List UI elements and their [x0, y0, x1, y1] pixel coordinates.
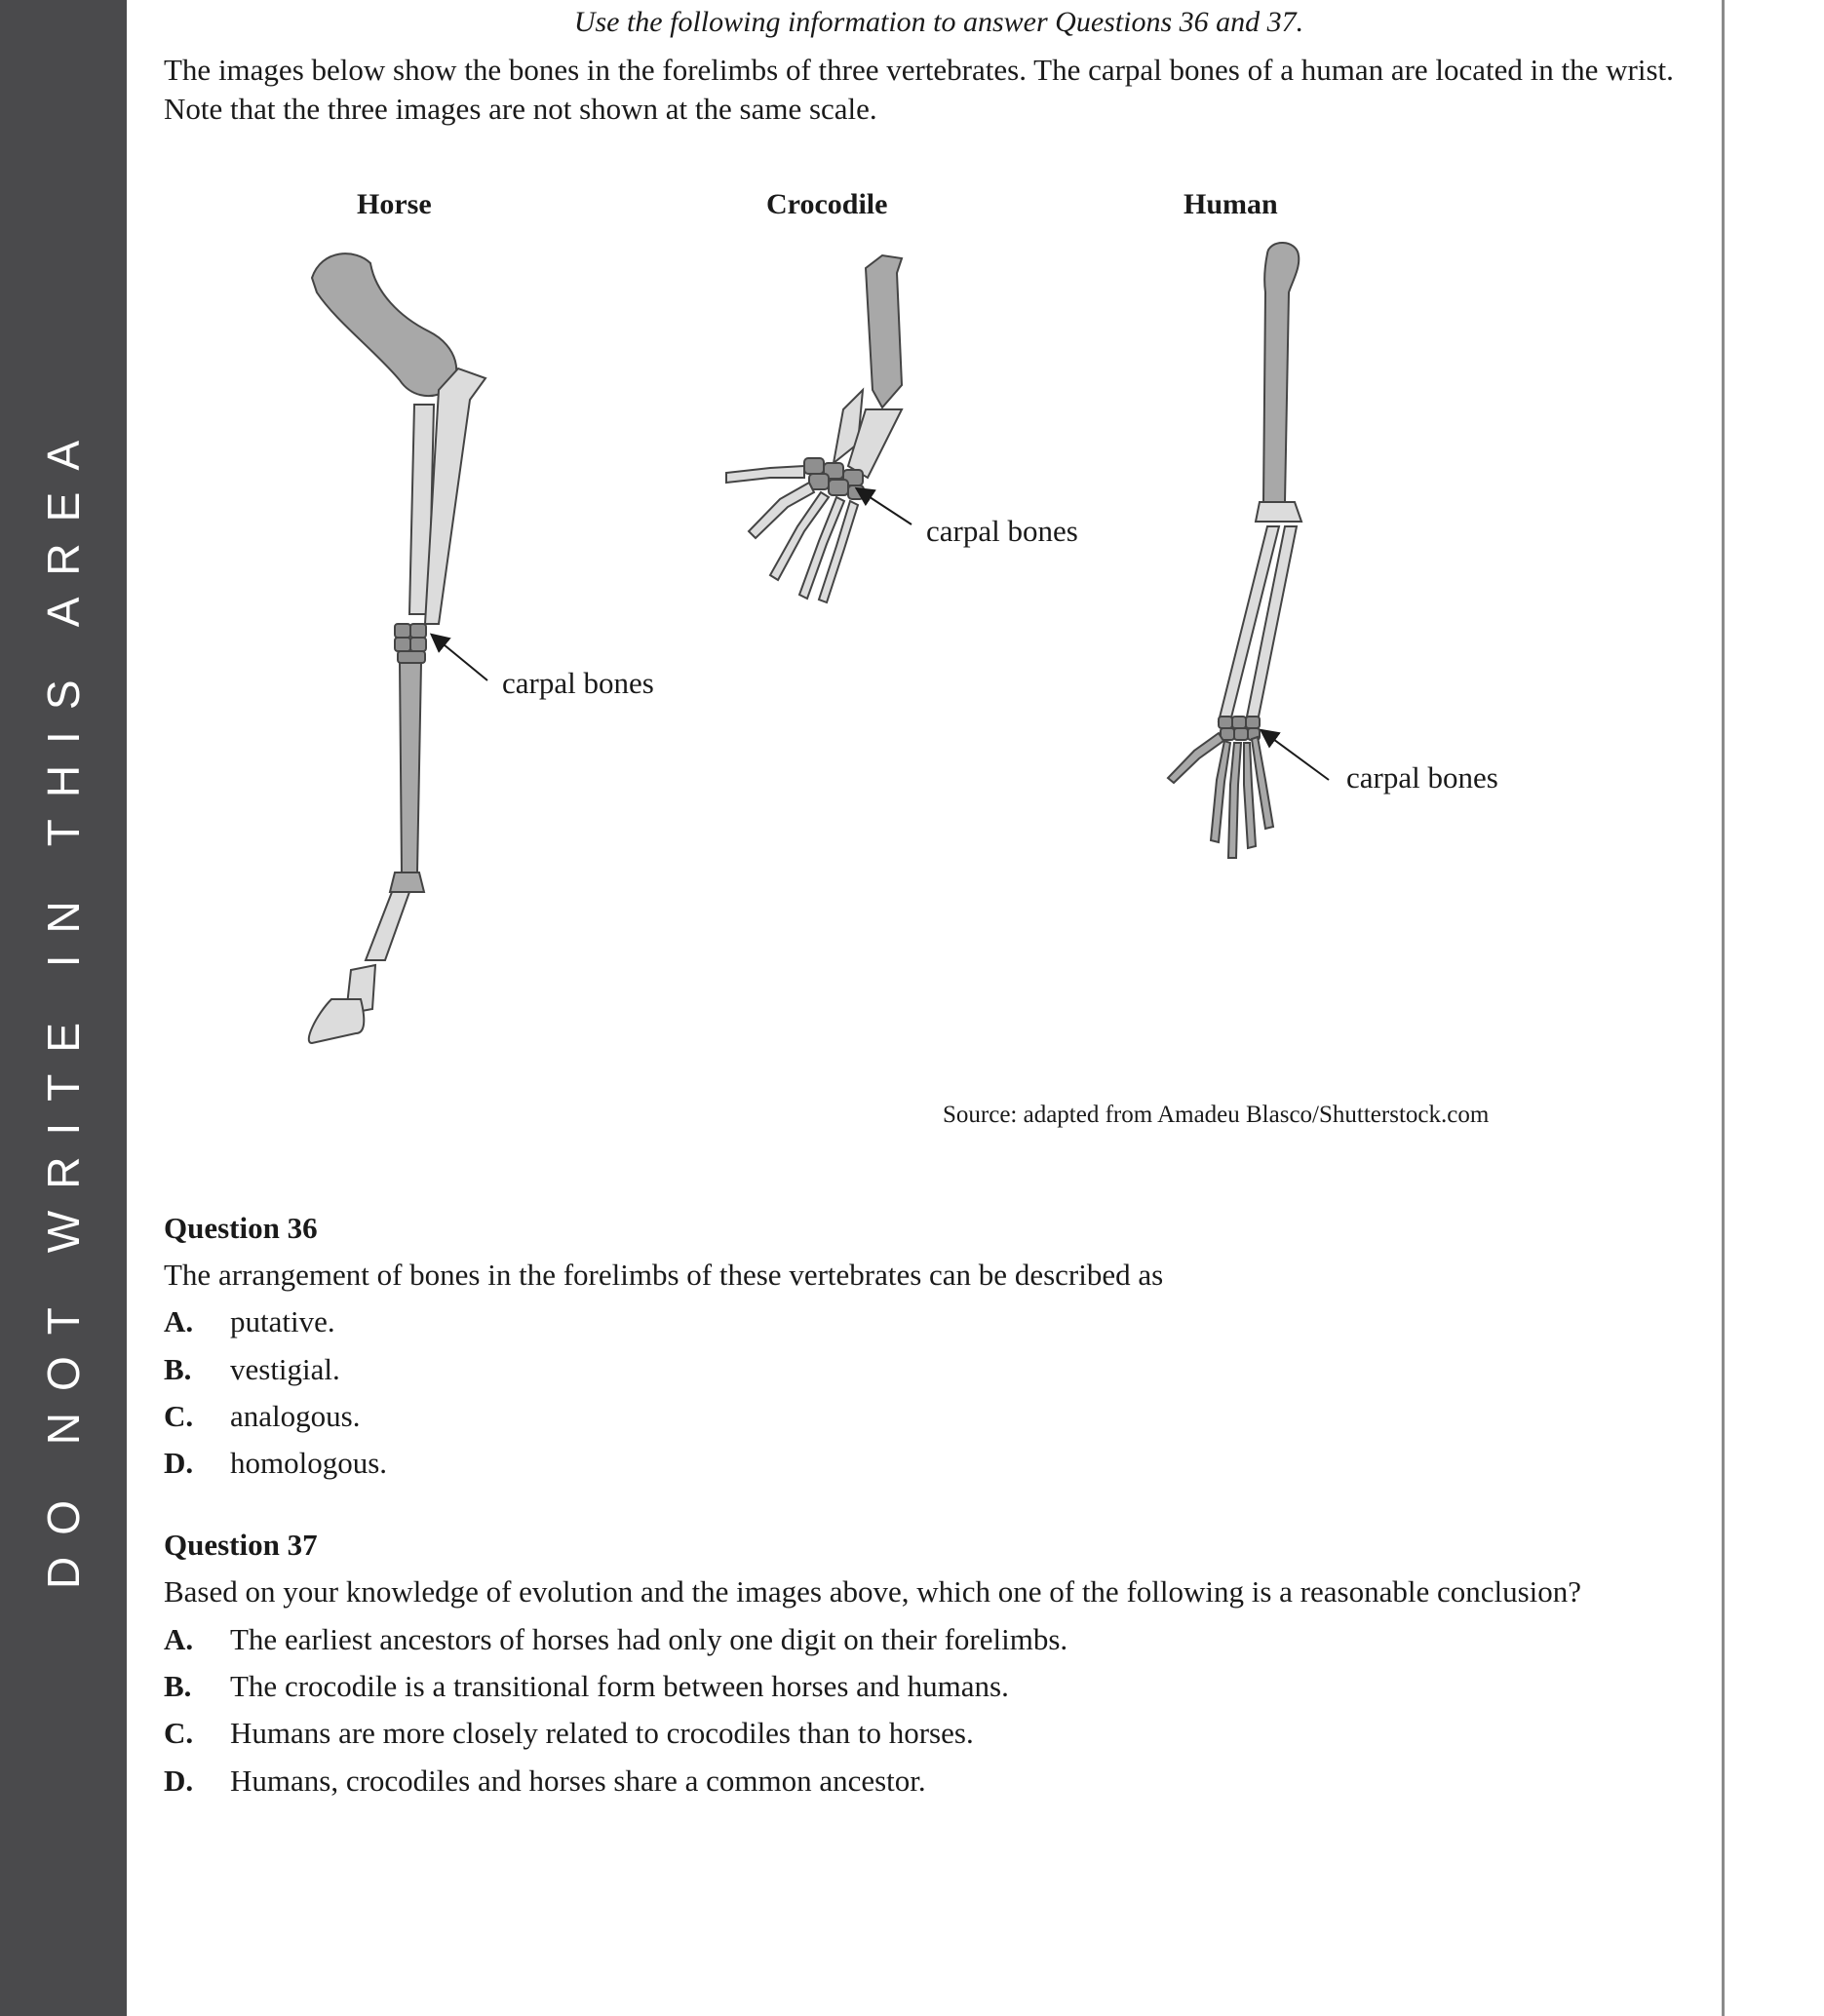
crocodile-carpal-label: carpal bones [926, 514, 1078, 548]
question-36-title: Question 36 [164, 1211, 318, 1245]
option-text: vestigial. [230, 1352, 340, 1386]
do-not-write-notice: DO NOT WRITE IN THIS AREA [38, 418, 89, 1590]
question-36-option-d[interactable] [164, 1446, 387, 1481]
stimulus-text: The images below show the bones in the forelimbs of three vertebrates. The carpal bones of a human are located in the wrist. Note that the three images are not shown at the same scale. [164, 53, 1674, 126]
horse-forelimb-illustration [309, 253, 485, 1043]
option-letter: B. [164, 1669, 192, 1703]
option-letter: B. [164, 1352, 192, 1386]
option-letter: C. [164, 1716, 194, 1750]
option-letter: C. [164, 1399, 194, 1433]
human-label: Human [1184, 188, 1278, 220]
option-text: The earliest ancestors of horses had only one digit on their forelimbs. [230, 1622, 1068, 1656]
question-37-option-d[interactable] [164, 1764, 926, 1799]
option-letter: D. [164, 1446, 194, 1480]
intro-instruction: Use the following information to answer Questions 36 and 37. [573, 6, 1304, 38]
horse-carpal-label: carpal bones [502, 666, 654, 700]
question-36-option-a[interactable] [164, 1304, 335, 1339]
option-text: putative. [230, 1304, 335, 1338]
horse-carpal-arrow [433, 636, 487, 680]
question-37-title: Question 37 [164, 1528, 318, 1562]
figure-source: Source: adapted from Amadeu Blasco/Shutterstock.com [943, 1102, 1490, 1128]
option-letter: D. [164, 1764, 194, 1798]
human-forelimb-illustration [1168, 243, 1301, 858]
horse-label: Horse [357, 188, 432, 220]
option-text: Humans are more closely related to crocodiles than to horses. [230, 1716, 974, 1750]
option-text: Humans, crocodiles and horses share a common ancestor. [230, 1764, 926, 1798]
question-37-option-b[interactable] [164, 1669, 1009, 1704]
question-37-text: Based on your knowledge of evolution and the images above, which one of the following is a reasonable conclusion? [164, 1574, 1582, 1609]
horse-carpal-bones [395, 624, 426, 663]
question-36-option-c[interactable] [164, 1399, 360, 1434]
question-36-option-b[interactable] [164, 1352, 340, 1387]
crocodile-forelimb-illustration [726, 255, 902, 602]
option-letter: A. [164, 1622, 194, 1656]
human-carpal-bones [1219, 717, 1260, 740]
question-37-option-a[interactable] [164, 1622, 1067, 1657]
option-text: homologous. [230, 1446, 388, 1480]
human-carpal-label: carpal bones [1346, 760, 1498, 795]
crocodile-label: Crocodile [766, 188, 888, 220]
human-digits [1168, 733, 1273, 858]
option-text: analogous. [230, 1399, 361, 1433]
option-text: The crocodile is a transitional form between horses and humans. [230, 1669, 1009, 1703]
option-letter: A. [164, 1304, 194, 1338]
human-carpal-arrow [1262, 731, 1329, 780]
crocodile-carpal-arrow [858, 489, 912, 524]
question-36-text: The arrangement of bones in the forelimbs of these vertebrates can be described as [164, 1258, 1164, 1292]
question-37-option-c[interactable] [164, 1716, 974, 1751]
